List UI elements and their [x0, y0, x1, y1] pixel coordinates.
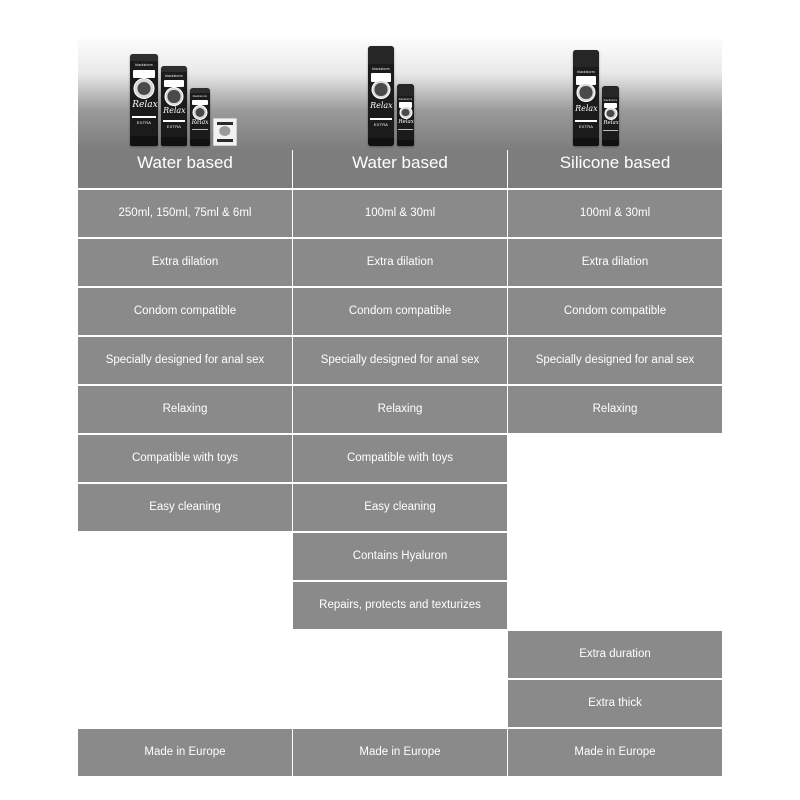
cell-r9-c1: [293, 631, 507, 678]
cell-r1-c2: Extra dilation: [508, 239, 722, 286]
table-row: [78, 631, 722, 678]
column-header-3: Silicone based: [508, 150, 722, 188]
table-row: [78, 337, 722, 384]
table-header-row: [78, 150, 722, 188]
cell-r6-c2: [508, 484, 722, 531]
sachet-6ml-box: [213, 118, 237, 146]
cell-r9-c2: Extra duration: [508, 631, 722, 678]
product-photo-row: [78, 10, 722, 150]
product-group-water-based-tubes: [130, 54, 237, 146]
table-row: [78, 582, 722, 629]
cell-r4-c0: Relaxing: [78, 386, 292, 433]
cell-r9-c0: [78, 631, 292, 678]
cell-r3-c2: Specially designed for anal sex: [508, 337, 722, 384]
table-row: [78, 435, 722, 482]
cell-r11-c1: Made in Europe: [293, 729, 507, 776]
bottle-30ml-silicone: blackstorm Relax: [602, 86, 619, 146]
cell-r7-c1: Contains Hyaluron: [293, 533, 507, 580]
cell-r0-c0: 250ml, 150ml, 75ml & 6ml: [78, 190, 292, 237]
cell-r0-c2: 100ml & 30ml: [508, 190, 722, 237]
cell-r10-c2: Extra thick: [508, 680, 722, 727]
product-group-silicone-based-bottles: [573, 50, 619, 146]
cell-r3-c0: Specially designed for anal sex: [78, 337, 292, 384]
table-row: [78, 484, 722, 531]
cell-r7-c2: [508, 533, 722, 580]
table-row: [78, 680, 722, 727]
table-row: [78, 533, 722, 580]
table-row: [78, 729, 722, 776]
bottle-100ml-water: blackstorm Relax EXTRA: [368, 46, 394, 146]
cell-r4-c1: Relaxing: [293, 386, 507, 433]
table-row: [78, 386, 722, 433]
cell-r0-c1: 100ml & 30ml: [293, 190, 507, 237]
column-header-2: Water based: [293, 150, 507, 188]
cell-r7-c0: [78, 533, 292, 580]
cell-r11-c0: Made in Europe: [78, 729, 292, 776]
bottle-30ml-water: blackstorm Relax: [397, 84, 414, 146]
bottle-100ml-silicone: blackstorm Relax EXTRA: [573, 50, 599, 146]
cell-r10-c0: [78, 680, 292, 727]
cell-r2-c0: Condom compatible: [78, 288, 292, 335]
cell-r5-c1: Compatible with toys: [293, 435, 507, 482]
cell-r6-c0: Easy cleaning: [78, 484, 292, 531]
cell-r2-c1: Condom compatible: [293, 288, 507, 335]
tube-250ml: blackstorm Relax EXTRA: [130, 54, 158, 146]
product-group-water-based-bottles: [368, 46, 414, 146]
cell-r1-c0: Extra dilation: [78, 239, 292, 286]
cell-r8-c2: [508, 582, 722, 629]
cell-r11-c2: Made in Europe: [508, 729, 722, 776]
tube-150ml: blackstorm Relax EXTRA: [161, 66, 187, 146]
cell-r1-c1: Extra dilation: [293, 239, 507, 286]
cell-r3-c1: Specially designed for anal sex: [293, 337, 507, 384]
comparison-table: [78, 150, 722, 776]
table-row: [78, 190, 722, 237]
cell-r2-c2: Condom compatible: [508, 288, 722, 335]
cell-r10-c1: [293, 680, 507, 727]
cell-r5-c2: [508, 435, 722, 482]
table-row: [78, 239, 722, 286]
table-row: [78, 288, 722, 335]
cell-r8-c0: [78, 582, 292, 629]
cell-r4-c2: Relaxing: [508, 386, 722, 433]
tube-75ml: blackstorm Relax: [190, 88, 210, 146]
cell-r5-c0: Compatible with toys: [78, 435, 292, 482]
cell-r6-c1: Easy cleaning: [293, 484, 507, 531]
column-header-1: Water based: [78, 150, 292, 188]
cell-r8-c1: Repairs, protects and texturizes: [293, 582, 507, 629]
